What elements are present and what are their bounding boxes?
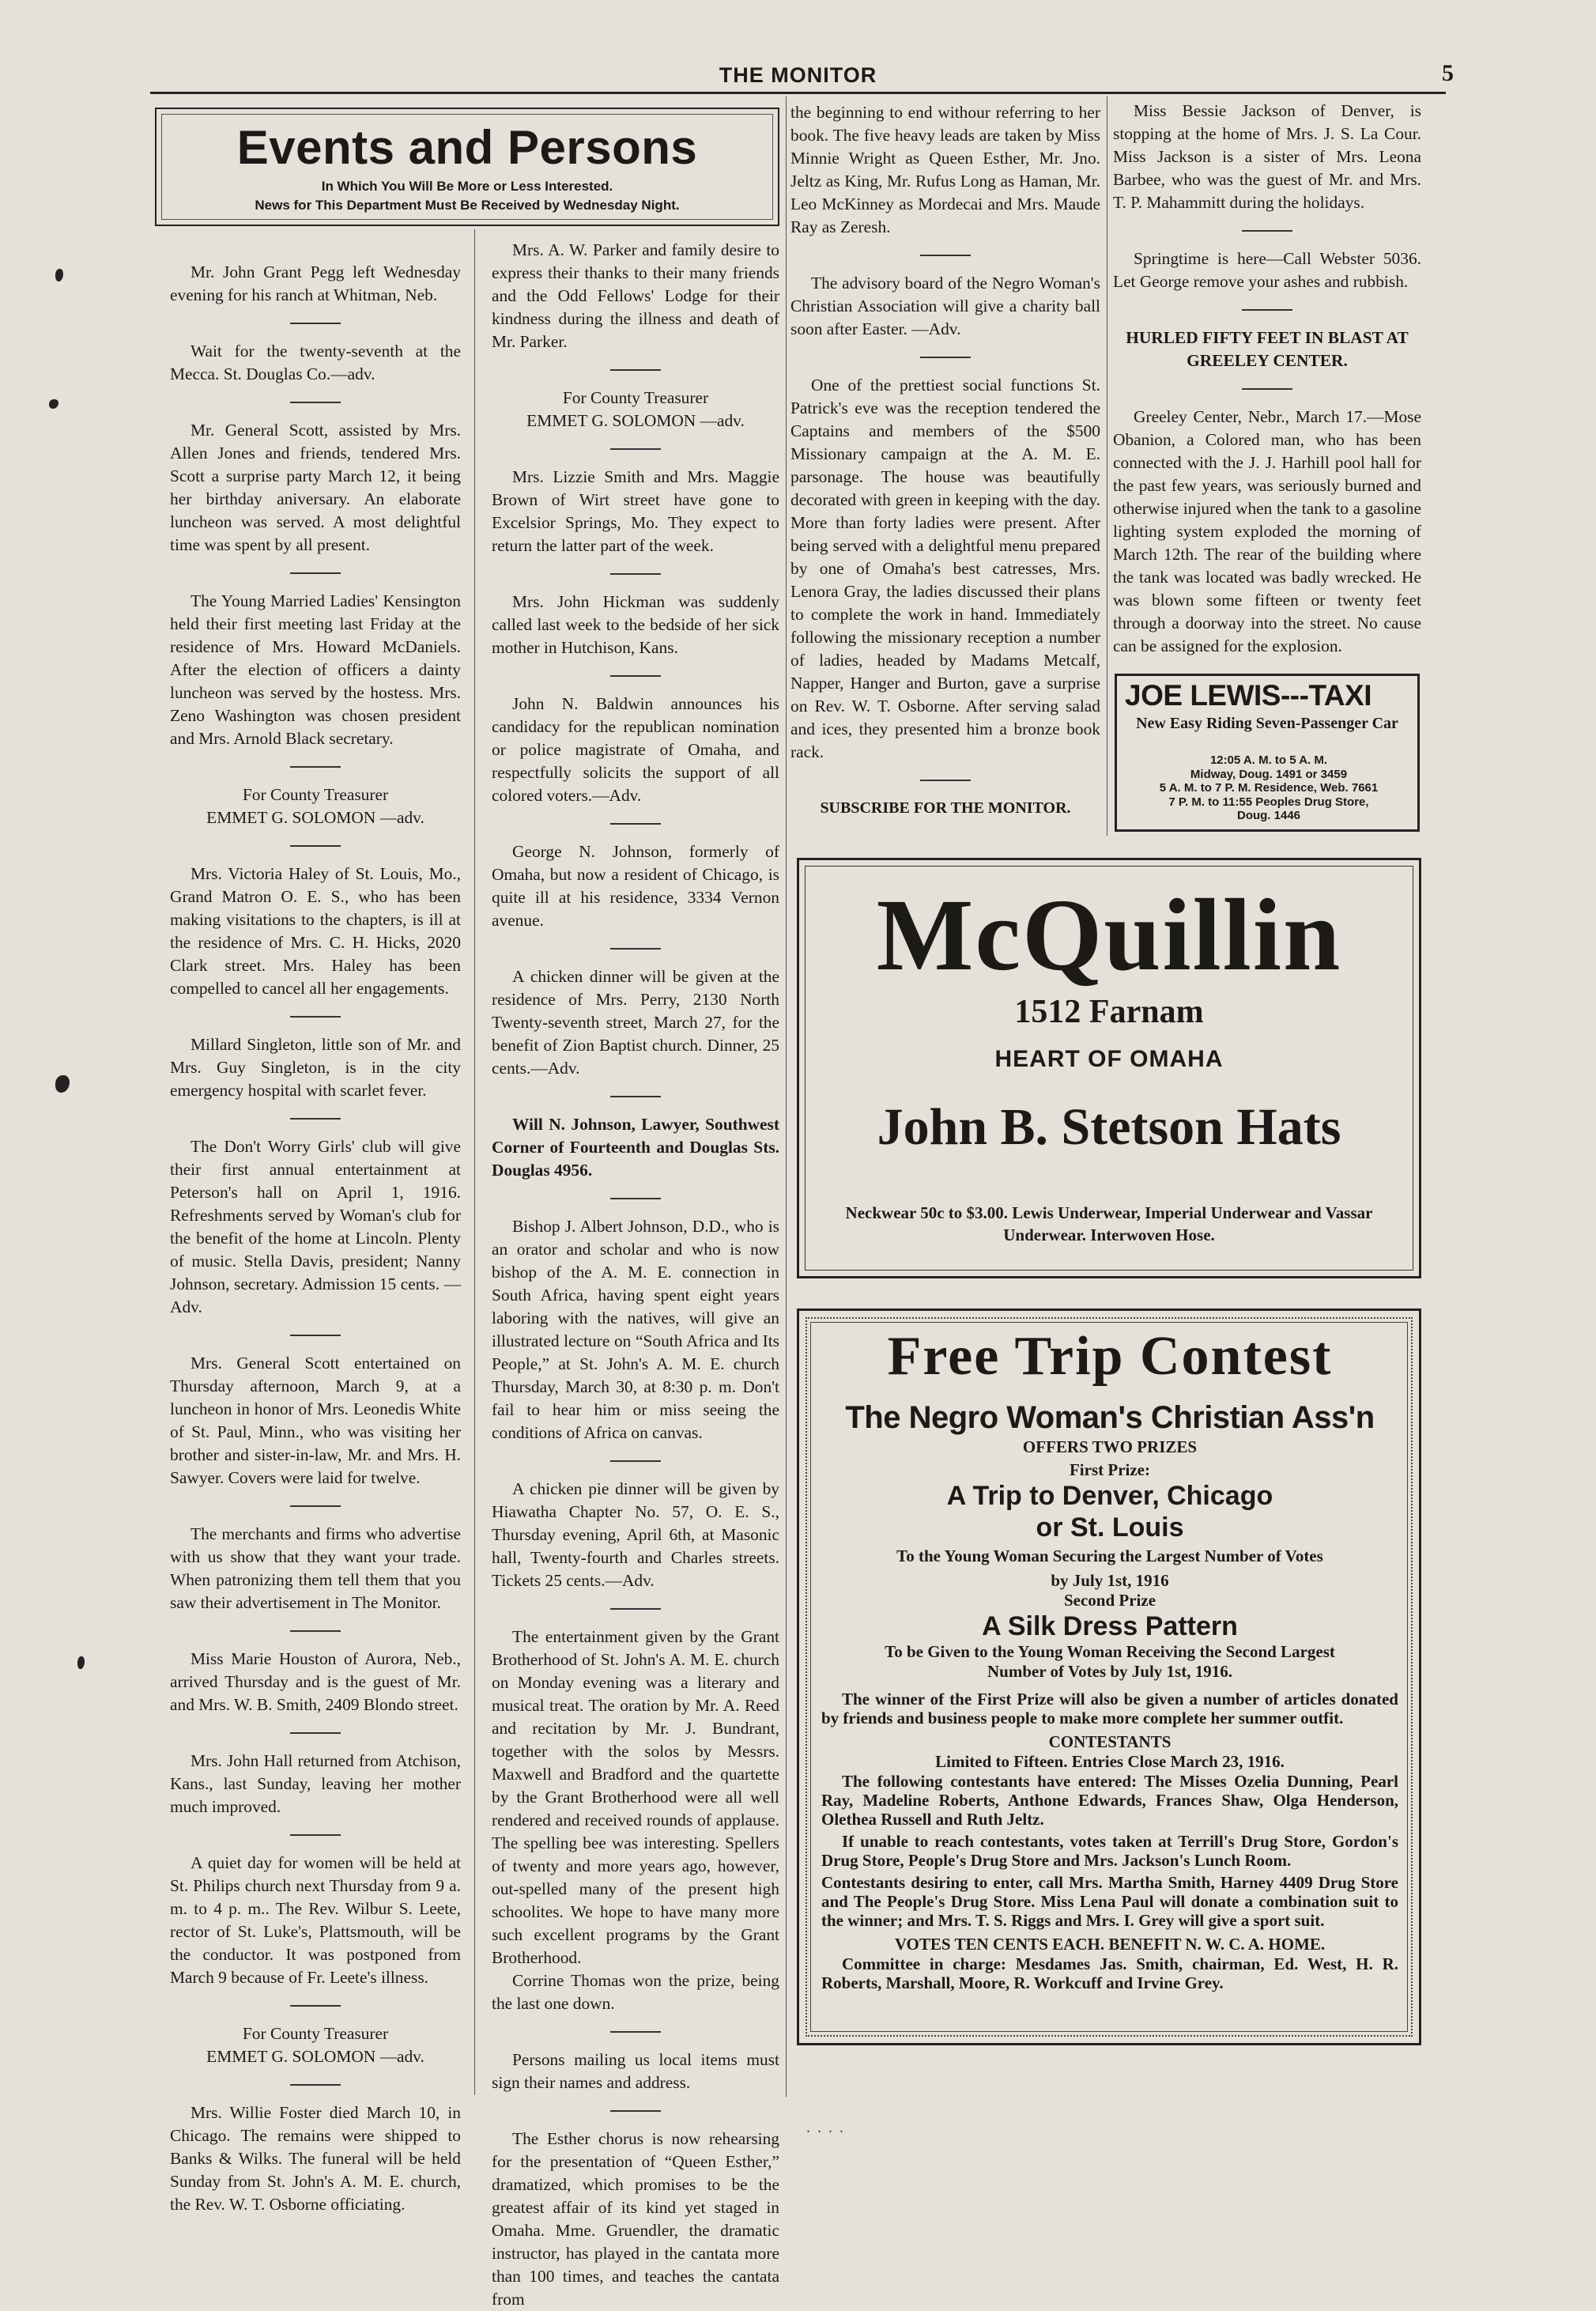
contestants-limit: Limited to Fifteen. Entries Close March 23, 1916. — [935, 1752, 1285, 1771]
item-separator — [610, 2110, 661, 2112]
footer-marks: . . . . — [806, 2119, 845, 2136]
news-item: The entertainment given by the Grant Brotherhood of St. John's A. M. E. church on Monday evening was a literary and musical treat. The oration by Mr. A. Reed and recitation by Mr. J. Bundrant, together with the solos by Messrs. Maxwell and Bradford and the quartette by the Grant Brotherhood were all well rendered and received rounds of applause. The spelling bee was interesting. Spellers of twenty and more years ago, however, out-spelled many of the present high schoolites. We hope to have many more such excellent programs by the Grant Brotherhood. — [492, 1627, 779, 1967]
store-address: 1512 Farnam — [1014, 994, 1204, 1030]
hats-headline: John B. Stetson Hats — [877, 1098, 1341, 1156]
news-item: Miss Marie Houston of Aurora, Neb., arrived Thursday and is the guest of Mr. and Mrs. W. B. Smith, 2409 Blondo street. — [170, 1649, 461, 1714]
column-4 — [1113, 100, 1421, 658]
ink-blot — [49, 399, 58, 409]
treasurer-ad-line1: For County Treasurer — [242, 785, 389, 804]
mcquillin-advertisement — [797, 858, 1421, 1278]
item-separator — [290, 845, 341, 847]
taxi-hours — [1128, 753, 1409, 823]
committee — [821, 1954, 1398, 1992]
column-2 — [492, 239, 779, 2311]
store-products: Neckwear 50c to $3.00. Lewis Underwear, Imperial Underwear and Vassar Underwear. Interwoven Hose. — [845, 1203, 1373, 1244]
first-prize-label: First Prize: — [1069, 1460, 1151, 1479]
news-item: Springtime is here—Call Webster 5036. Let George remove your ashes and rubbish. — [1113, 249, 1421, 291]
treasurer-ad-line2: EMMET G. SOLOMON —adv. — [526, 411, 745, 430]
winner-text: The winner of the First Prize will also be given a number of articles donated by friends and business people to make more complete her summer outfit. — [821, 1690, 1398, 1728]
item-separator — [290, 2084, 341, 2086]
item-separator — [1242, 230, 1292, 232]
item-separator — [610, 1096, 661, 1097]
second-prize: A Silk Dress Pattern — [982, 1611, 1238, 1641]
taxi-subtitle: New Easy Riding Seven-Passenger Car — [1136, 715, 1398, 732]
contestants-text: The following contestants have entered: The Misses Ozelia Dunning, Pearl Ray, Madeline Roberts, Anthone Edwards, Frances Shaw, Olga Henderson, Olethea Russell and Ruth Jeltz. — [821, 1772, 1398, 1829]
news-item: Mr. General Scott, assisted by Mrs. Allen Jones and friends, tendered Mrs. Scott a surprise party March 12, it being her birthday aniversary. An elaborate luncheon was served. A most delightful time was spent by all present. — [170, 421, 461, 554]
item-separator — [920, 255, 971, 256]
events-title: Events and Persons — [236, 121, 698, 174]
news-item: One of the prettiest social functions St. Patrick's eve was the reception tendered the Captains and members of the $500 Missionary campaign at the A. M. E. parsonage. The house was beautifully decorated with green in keeping with the day. More than forty ladies were present. After being served with a delightful menu prepared by one of Omaha's best catresses, Mrs. Lenora Gray, the ladies discussed their plans to complete the work in hand. Immediately following the missionary reception a number of ladies, headed by Madams Metcalf, Napper, Hanger and Burton, gave a surprise on Rev. W. T. Osborne. After serving salad and ices, they presented him a bronze book rack. — [790, 376, 1100, 761]
news-item: Corrine Thomas won the prize, being the last one down. — [492, 1971, 779, 2013]
second-prize-label: Second Prize — [1063, 1591, 1156, 1610]
news-item: Mrs. Victoria Haley of St. Louis, Mo., Grand Matron O. E. S., who has been making visitations to the chapters, is ill at the residence of Mrs. C. H. Hicks, 2020 Clark street. Mrs. Haley has been compelled to cancel all her engagements. — [170, 864, 461, 998]
news-item: A chicken pie dinner will be given by Hiawatha Chapter No. 57, O. E. S., Thursday evening, April 6th, at Masonic hall, Twenty-fourth and Charles streets. Tickets 25 cents.—Adv. — [492, 1479, 779, 1590]
events-subtitle: In Which You Will Be More or Less Interested. — [321, 179, 613, 194]
column-rule — [474, 229, 475, 2095]
news-item: Mrs. A. W. Parker and family desire to express their thanks to their many friends and the Odd Fellows' Lodge for their kindness during the illness and death of Mr. Parker. — [492, 240, 779, 351]
contestants-heading: CONTESTANTS — [1048, 1732, 1172, 1751]
treasurer-ad-line2: EMMET G. SOLOMON —adv. — [206, 808, 424, 827]
item-separator — [610, 1608, 661, 1610]
contestants-list — [821, 1772, 1398, 1829]
entry-instructions — [821, 1873, 1398, 1930]
events-deadline: News for This Department Must Be Received by Wednesday Night. — [255, 198, 680, 213]
taxi-hours-line: Doug. 1446 — [1236, 809, 1301, 822]
first-prize-line1: A Trip to Denver, Chicago — [946, 1481, 1273, 1511]
item-separator — [610, 369, 661, 371]
news-item: Miss Bessie Jackson of Denver, is stopping at the home of Mrs. J. S. La Cour. Miss Jackson is a sister of Mrs. Leona Barbee, who was the guest of Mr. and Mrs. T. P. Mahammitt during the holidays. — [1113, 101, 1421, 212]
contest-offers: OFFERS TWO PRIZES — [1022, 1437, 1198, 1456]
treasurer-ad-line1: For County Treasurer — [562, 388, 709, 407]
item-separator — [290, 572, 341, 574]
free-trip-contest-advertisement — [797, 1308, 1421, 2045]
newspaper-title: THE MONITOR — [719, 63, 877, 87]
store-name: McQuillin — [876, 878, 1342, 992]
news-item: Mrs. Lizzie Smith and Mrs. Maggie Brown of Wirt street have gone to Excelsior Springs, Mo. They expect to return the latter part of the week. — [492, 467, 779, 555]
item-separator — [610, 448, 661, 450]
contest-organizer: The Negro Woman's Christian Ass'n — [845, 1400, 1375, 1435]
votes-location — [821, 1832, 1398, 1870]
ink-blot — [77, 1656, 85, 1669]
second-prize-condition-2: Number of Votes by July 1st, 1916. — [987, 1662, 1232, 1681]
store-tagline: HEART OF OMAHA — [994, 1046, 1224, 1072]
column-1 — [170, 261, 461, 2232]
item-separator — [290, 766, 341, 768]
news-item: Mrs. John Hall returned from Atchison, Kans., last Sunday, leaving her mother much improved. — [170, 1751, 461, 1816]
ink-blot — [55, 1075, 70, 1093]
treasurer-ad-line2: EMMET G. SOLOMON —adv. — [206, 2047, 424, 2066]
ink-blot — [55, 269, 63, 281]
item-separator — [290, 1630, 341, 1632]
column-rule — [786, 96, 787, 2097]
taxi-hours-line: 12:05 A. M. to 5 A. M. — [1209, 753, 1328, 767]
column-3 — [790, 101, 1100, 820]
news-item: Greeley Center, Nebr., March 17.—Mose Obanion, a Colored man, who has been connected with the J. J. Harhill pool hall for the past few years, was seriously burned and otherwise injured when the tank to a gasoline lighting system exploded the morning of March 12th. The rear of the building where the tank was located was badly wrecked. He was blown some fifteen or twenty feet through a doorway into the street. No cause can be assigned for the explosion. — [1113, 407, 1421, 655]
news-item: John N. Baldwin announces his candidacy for the republican nomination or police magistrate of Omaha, and respectfully solicits the support of all colored voters.—Adv. — [492, 694, 779, 805]
taxi-advertisement — [1115, 674, 1420, 832]
taxi-title: JOE LEWIS---TAXI — [1125, 679, 1372, 712]
first-prize-condition: To the Young Woman Securing the Largest Number of Votes — [896, 1546, 1323, 1565]
item-separator — [290, 402, 341, 403]
item-separator — [290, 1118, 341, 1120]
news-item: Mrs. John Hickman was suddenly called last week to the bedside of her sick mother in Hutchison, Kans. — [492, 592, 779, 657]
item-separator — [290, 2005, 341, 2007]
news-item: Mr. John Grant Pegg left Wednesday evening for his ranch at Whitman, Neb. — [170, 262, 461, 304]
item-separator — [1242, 309, 1292, 311]
news-item: Persons mailing us local items must sign their names and address. — [492, 2050, 779, 2092]
page-number: 5 — [1442, 60, 1454, 86]
second-prize-condition-1: To be Given to the Young Woman Receiving the Second Largest — [885, 1642, 1335, 1661]
item-separator — [290, 1732, 341, 1734]
article-headline: HURLED FIFTY FEET IN BLAST AT GREELEY CENTER. — [1126, 328, 1409, 370]
news-item-continued: the beginning to end withour referring to her book. The five heavy leads are taken by Miss Minnie Wright as Queen Esther, Mr. Jno. Jeltz as King, Mr. Rufus Long as Haman, Mr. Leo McKinney as Mordecai and Mrs. Maude Ray as Zeresh. — [790, 103, 1100, 236]
votes-location-text: If unable to reach contestants, votes taken at Terrill's Drug Store, Gordon's Drug Store, People's Drug Store and Mrs. Jackson's Lunch Room. — [821, 1832, 1398, 1870]
news-item: George N. Johnson, formerly of Omaha, but now a resident of Chicago, is quite ill at his residence, 3334 Vernon avenue. — [492, 842, 779, 930]
news-item: A quiet day for women will be held at St. Philips church next Thursday from 9 a. m. to 4 p. m.. The Rev. Wilbur S. Leete, rector of St. Luke's, Plattsmouth, will be the conductor. It was postponed from March 9 because of Fr. Leete's illness. — [170, 1853, 461, 1987]
news-item: Millard Singleton, little son of Mr. and Mrs. Guy Singleton, is in the city emergency hospital with scarlet fever. — [170, 1035, 461, 1100]
news-item: A chicken dinner will be given at the residence of Mrs. Perry, 2130 North Twenty-seventh street, March 27, for the benefit of Zion Baptist church. Dinner, 25 cents.—Adv. — [492, 967, 779, 1078]
news-item: Bishop J. Albert Johnson, D.D., who is an orator and scholar and who is now bishop of the A. M. E. connection in South Africa, having spent eight years laboring with the natives, will give an illustrated lecture on “South Africa and Its People,” at St. John's A. M. E. church Thursday, March 30, at 8:30 p. m. Don't fail to hear him or miss seeing the conditions of Africa on canvas. — [492, 1217, 779, 1442]
item-separator — [610, 2031, 661, 2033]
item-separator — [290, 1834, 341, 1836]
item-separator — [290, 323, 341, 324]
taxi-hours-line: 5 A. M. to 7 P. M. Residence, Web. 7661 — [1159, 781, 1379, 795]
news-item: Wait for the twenty-seventh at the Mecca. St. Douglas Co.—adv. — [170, 342, 461, 383]
masthead — [150, 60, 1454, 92]
first-prize-line2: or St. Louis — [1036, 1512, 1184, 1543]
item-separator — [920, 357, 971, 358]
news-item: The advisory board of the Negro Woman's Christian Association will give a charity ball soon after Easter. —Adv. — [790, 274, 1100, 338]
item-separator — [610, 1198, 661, 1199]
events-and-persons-header — [155, 108, 779, 226]
item-separator — [610, 823, 661, 825]
item-separator — [610, 573, 661, 575]
committee-text: Committee in charge: Mesdames Jas. Smith, chairman, Ed. West, H. R. Roberts, Marshall, Moore, R. Workcuff and Irvine Grey. — [821, 1954, 1398, 1992]
treasurer-ad-line1: For County Treasurer — [242, 2024, 389, 2043]
taxi-hours-line: 7 P. M. to 11:55 Peoples Drug Store, — [1168, 795, 1369, 809]
item-separator — [610, 675, 661, 677]
item-separator — [290, 1335, 341, 1336]
item-separator — [610, 948, 661, 950]
item-separator — [1242, 388, 1292, 390]
news-item: The merchants and firms who advertise with us show that they want your trade. When patronizing them tell them that you saw their advertisement in The Monitor. — [170, 1524, 461, 1612]
votes-price: VOTES TEN CENTS EACH. BENEFIT N. W. C. A. HOME. — [894, 1935, 1326, 1954]
subscribe-notice: SUBSCRIBE FOR THE MONITOR. — [820, 799, 1071, 817]
news-item: The Young Married Ladies' Kensington held their first meeting last Friday at the residence of Mrs. Howard McDaniels. After the election of officers a dainty luncheon was served by the hostess. Mrs. Zeno Washington was chosen president and Mrs. Arnold Black secretary. — [170, 591, 461, 748]
news-item: Mrs. General Scott entertained on Thursday afternoon, March 9, at a luncheon in honor of Mrs. Leonedis White of St. Paul, Minn., who was visiting her brother and sister-in-law, Mr. and Mrs. H. Sawyer. Covers were laid for twelve. — [170, 1354, 461, 1487]
item-separator — [610, 1460, 661, 1462]
lawyer-ad: Will N. Johnson, Lawyer, Southwest Corner of Fourteenth and Douglas Sts. Douglas 4956. — [492, 1115, 779, 1180]
item-separator — [290, 1016, 341, 1018]
taxi-hours-line: Midway, Doug. 1491 or 3459 — [1190, 767, 1348, 781]
item-separator — [920, 780, 971, 781]
news-item: The Esther chorus is now rehearsing for the presentation of “Queen Esther,” dramatized, which promises to be the greatest affair of its kind yet staged in Omaha. Mme. Gruendler, the dramatic instructor, has played in the cantata more than 100 times, and teaches the cantata from — [492, 2129, 779, 2309]
winner-note — [821, 1690, 1398, 1728]
entry-instructions-text: Contestants desiring to enter, call Mrs. Martha Smith, Harney 4409 Drug Store and The People's Drug Store. Miss Lena Paul will donate a combination suit to the winner; and Mrs. T. S. Riggs and Mrs. I. Grey will give a sport suit. — [821, 1873, 1398, 1930]
contest-body — [821, 1327, 1398, 1992]
item-separator — [290, 1505, 341, 1507]
news-item: Mrs. Willie Foster died March 10, in Chicago. The remains were shipped to Banks & Wilks. The funeral will be held Sunday from St. John's A. M. E. church, the Rev. W. T. Osborne officiating. — [170, 2103, 461, 2214]
header-rule — [150, 92, 1446, 94]
contest-title: Free Trip Contest — [887, 1326, 1333, 1387]
news-item: The Don't Worry Girls' club will give their first annual entertainment at Peterson's hall on April 1, 1916. Refreshments served by Woman's club for the benefit of the home at Lincoln. Plenty of music. Stella Davis, president; Nanny Johnson, secretary. Admission 15 cents. —Adv. — [170, 1137, 461, 1316]
deadline: by July 1st, 1916 — [1051, 1571, 1169, 1590]
